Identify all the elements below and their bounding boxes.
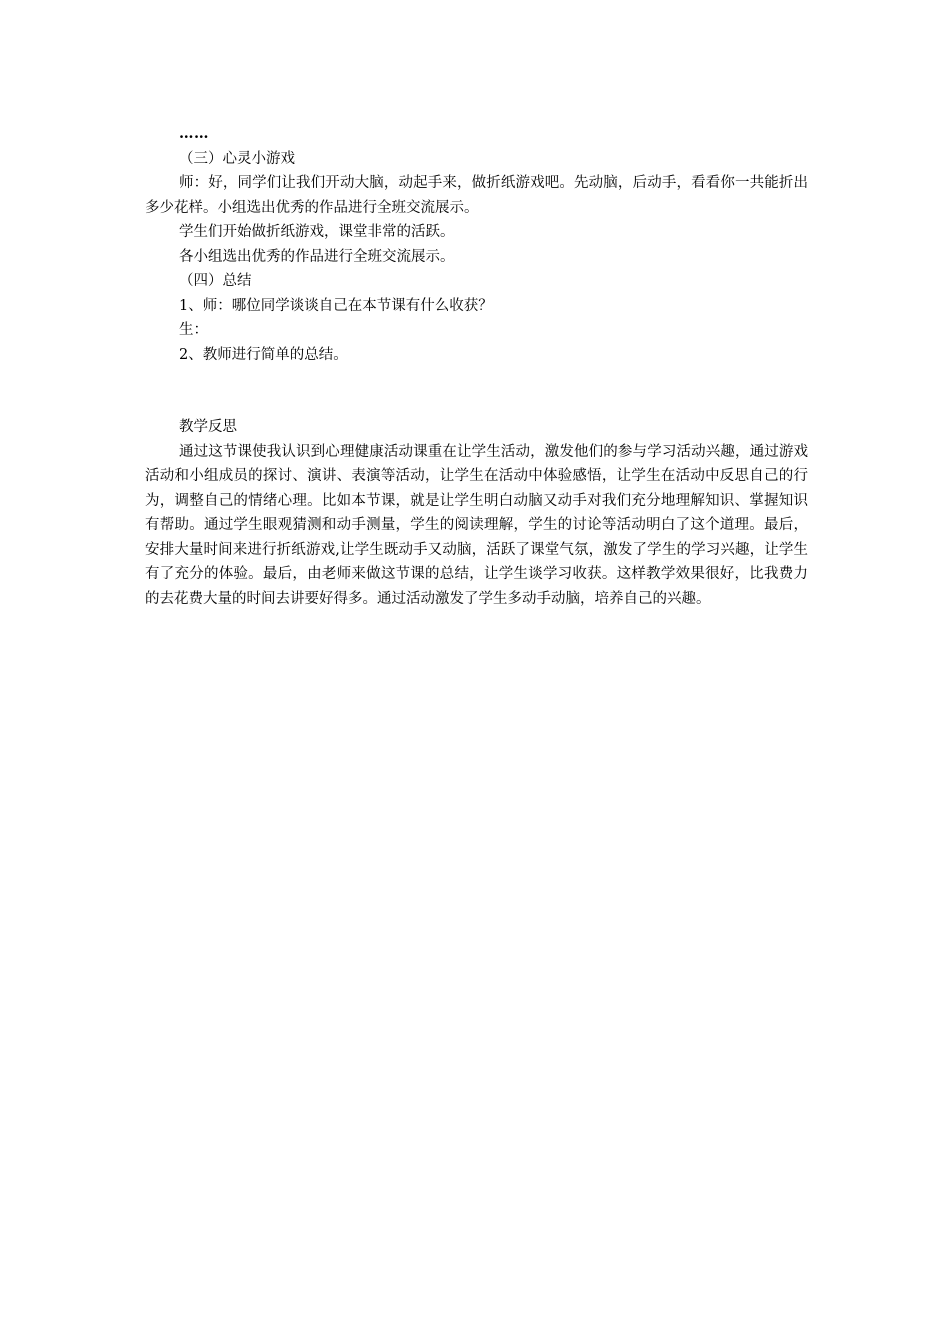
ellipsis-line: …… [179,125,209,142]
teacher-summary-line: 2、教师进行简单的总结。 [179,346,348,363]
group-showcase-line: 各小组选出优秀的作品进行全班交流展示。 [179,248,455,265]
section-heading-summary: （四）总结 [179,273,252,289]
reflection-title: 教学反思 [179,419,237,435]
document-page [145,122,808,611]
section-heading-mind-game: （三）心灵小游戏 [179,150,295,167]
students-activity-line: 学生们开始做折纸游戏，课堂非常的活跃。 [179,224,455,240]
teacher-instruction-paragraph: 师：好，同学们让我们开动大脑，动起手来，做折纸游戏吧。先动脑，后动手，看看你一共能折出多少花样。小组选出优秀的作品进行全班交流展示。 [145,175,808,216]
reflection-body: 通过这节课使我认识到心理健康活动课重在让学生活动，激发他们的参与学习活动兴趣，通过游戏活动和小组成员的探讨、演讲、表演等活动，让学生在活动中体验感悟，让学生在活动中反思自己的行为，调整自己的情绪心理。比如本节课，就是让学生明白动脑又动手对我们充分地理解知识、掌握知识有帮助。通过学生眼观猜测和动手测量，学生的阅读理解，学生的讨论等活动明白了这个道理。最后，安排大量时间来进行折纸游戏,让学生既动手又动脑，活跃了课堂气氛，激发了学生的学习兴趣，让学生有了充分的体验。最后，由老师来做这节课的总结，让学生谈学习收获。这样教学效果很好，比我费力的去花费大量的时间去讲要好得多。通过活动激发了学生多动手动脑，培养自己的兴趣。 [145,443,808,607]
section-spacer [145,367,808,415]
summary-question-line: 1、师：哪位同学谈谈自己在本节课有什么收获？ [179,297,493,314]
student-answer-line: 生： [179,322,208,338]
